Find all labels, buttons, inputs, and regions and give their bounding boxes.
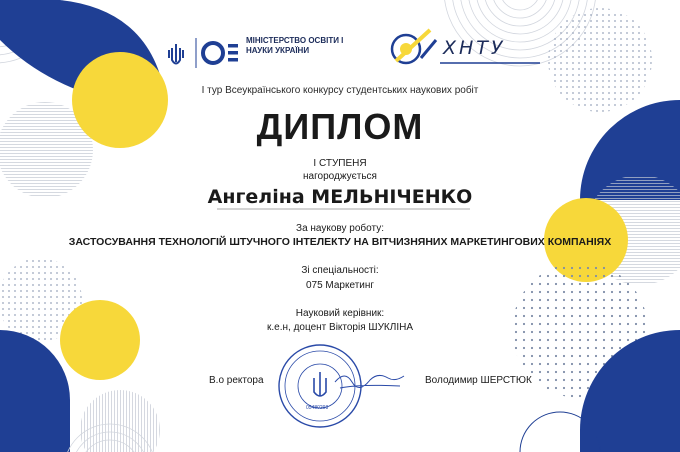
bottom-left-navy-half [0,330,70,452]
specialty-label: Зі спеціальності: [301,265,379,276]
university-globe-icon [392,30,436,63]
ministry-name: МІНІСТЕРСТВО ОСВІТИ І НАУКИ УКРАЇНИ [246,36,344,55]
signatory-position: В.о ректора [209,375,264,386]
bottom-left-lined-circle [80,390,160,452]
trident-icon [169,44,183,64]
specialty-value: 075 Маркетинг [305,280,375,291]
official-seal-icon [279,345,361,427]
diploma-heading: ДИПЛОМ [256,106,424,147]
ministry-logo-icon [203,43,238,63]
degree-label: І СТУПЕНЯ [313,158,367,169]
work-title: ЗАСТОСУВАННЯ ТЕХНОЛОГІЙ ШТУЧНОГО ІНТЕЛЕКТУ НА ВІТЧИЗНЯНИХ МАРКЕТИНГОВИХ КОМПАНІЯХ [68,236,612,248]
handwritten-signature [335,375,404,388]
awarded-label: нагороджується [303,171,377,182]
supervisor-label: Науковий керівник: [295,308,385,319]
university-logo-text: ХНТУ [443,37,506,59]
top-right-dotted-circle [548,8,652,112]
recipient-name: Ангеліна МЕЛЬНІЧЕНКО [207,186,473,208]
contest-title: І тур Всеукраїнського конкурсу студентських наукових робіт [201,85,479,96]
seal-number: 05480298 [306,405,329,411]
signatory-name: Володимир ШЕРСТЮК [425,375,532,386]
supervisor-value: к.е.н, доцент Вікторія ШУКЛІНА [267,322,413,333]
work-label: За наукову роботу: [296,223,384,234]
